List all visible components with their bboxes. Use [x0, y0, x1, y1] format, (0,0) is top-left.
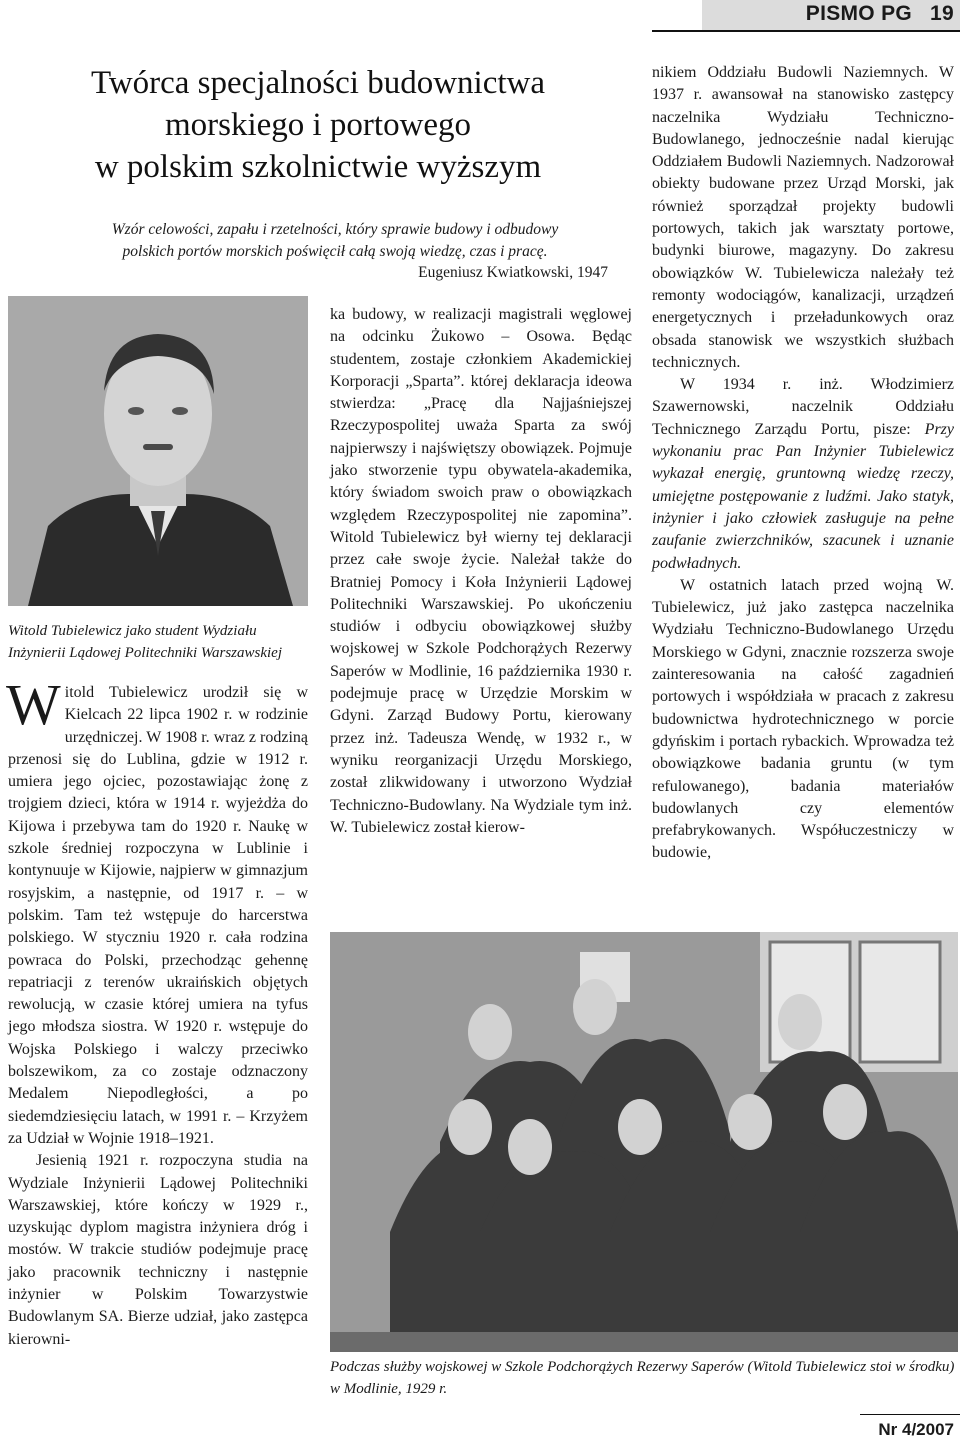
drop-cap: W [6, 672, 61, 737]
issue-number: Nr 4/2007 [878, 1420, 954, 1439]
portrait-photo [8, 296, 308, 606]
group-photo-caption: Podczas służby wojskowej w Szkole Podchorążych Rezerwy Saperów (Witold Tubielewicz stoi w środku) w Modlinie, 1929 r. [330, 1359, 955, 1397]
epigraph-line-2: polskich portów morskich poświęcił całą swoją wiedzę, czas i pracę. [122, 243, 548, 260]
footer-rule [860, 1414, 960, 1415]
paragraph: W ostatnich latach przed wojną W. Tubielewicz, już jako zastępca naczelnika Wydziału Techniczno-Budowlanego Urzędu Morskiego w Gdyni, znacznie rozszerza swoje zainteresowania na całość zagadnień portowych i współdziała w pracach z zakresu budownictwa hydrotechnicznego w porcie gdyńskim i portach rybackich. Wprowadza też obowiązkowe badania gruntu (w tym refulowanego), badania materiałów budowlanych czy elementów prefabrykowanych. Współuczestniczy w budowie, [652, 576, 954, 862]
epigraph [60, 219, 610, 263]
paragraph: ka budowy, w realizacji magistrali węglowej na odcinku Żukowo – Osowa. Będąc studentem, zostaje członkiem Akademickiej Korporacji „Sparta”. której deklaracja ideowa stwierdza: „Pracę dla Najjaśniejszej Rzeczypospolitej uważa Sparta za swój najpierwszy i najświętszy obowiązek. Pojmuje jako stworzenie typu obywatela-akademika, który świadom swoich praw o obowiązkach względem Rzeczypospolitej nie zapomina”. Witold Tubielewicz był wierny tej deklaracji przez całe swoje życie. Należał także do Bratniej Pomocy i Koła Inżynierii Lądowej Politechniki Warszawskiej. Po ukończeniu studiów i odbyciu obowiązkowej służby wojskowej w Szkole Podchorążych Rezerwy Saperów w Modlinie, 16 października 1930 r. podejmuje pracę w Urzędzie Morskim w Gdyni. Zarząd Budowy Portu, kierowany przez inż. Tadeusza Wendę, w 1932 r., w wyniku reorganizacji Urzędu Morskiego, został zlikwidowany i utworzono Wydział Techniczno-Budowlany. Na Wydziale tym inż. W. Tubielewicz został kierow- [330, 306, 632, 836]
title-line-1: Twórca specjalności budownictwa [90, 65, 546, 101]
article-column-2 [330, 304, 632, 839]
running-header [806, 2, 954, 26]
epigraph-author: Eugeniusz Kwiatkowski, 1947 [418, 264, 608, 281]
title-line-2: morskiego i portowego [164, 107, 472, 143]
header-rule [652, 30, 960, 32]
page-number: 19 [930, 2, 954, 25]
article-column-1 [6, 672, 308, 1351]
paragraph [652, 374, 954, 575]
quote-text: Przy wykonaniu prac Pan Inżynier Tubielewicz wykazał energię, gruntowną wiedzę rzeczy, umiejętne postępowanie z ludźmi. Jako statyk, inżynier i jako człowiek zasługuje na pełne zaufanie zwierzchników, szacunek i uznanie podwładnych. [652, 420, 954, 572]
group-photo [330, 932, 958, 1352]
article-title [48, 62, 588, 188]
paragraph: Jesienią 1921 r. rozpoczyna studia na Wydziale Inżynierii Lądowej Politechniki Warszawskiej, które kończy w 1929 r., uzyskując dyplom magistra inżyniera dróg i mostów. W trakcie studiów podejmuje pracę jako pracownik techniczny i następnie inżynier w Polskim Towarzystwie Budowlanym SA. Bierze udział, jako zastępca kierowni- [8, 1152, 308, 1348]
paragraph-text: itold Tubielewicz urodził się w Kielcach 22 lipca 1902 r. w rodzinie urzędniczej. W 1908 r. wraz z rodziną przenosi się do Lublina, gdzie w 1912 r. umiera jego ojciec, pozostawiając żonę z trojgiem dzieci, która w 1914 r. wyjeżdża do Kijowa i przebywa tam do 1920 r. Naukę w szkole średniej rozpoczyna w Lublinie i kontynuuje w Kijowie, najpierw w gimnazjum rosyjskim, a następnie, od 1917 r. – w polskim. Tam też wstępuje do harcerstwa polskiego. W styczniu 1920 r. cała rodzina powraca do Polski, przechodząc gehennę repatriacji z terenów ukraińskich objętych rewolucją, w czasie której umiera na tyfus jego młodsza siostra. W 1920 r. wstępuje do Wojska Polskiego i walczy przeciwko bolszewikom, za co zostaje odznaczony Medalem Niepodległości, a po siedemdziesięciu latach, w 1991 r. – Krzyżem za Udział w Wojnie 1918–1921. [8, 684, 308, 1147]
magazine-name: PISMO PG [805, 2, 913, 25]
paragraph: nikiem Oddziału Budowli Naziemnych. W 1937 r. awansował na stanowisko zastępcy naczelnika Wydziału Techniczno-Budowlanego, jednocześnie nadal kierując Oddziałem Budowli Naziemnych. Nadzorował obiekty budowane przez Urząd Morski, jak również sporządzał projekty budowli portowych, takich jak warsztaty portowe, budynki biurowe, magazyny. Do zakresu obowiązków W. Tubielewicza należały też remonty wodociągów, kanalizacji, urządzeń energetycznych i przeładunkowych oraz obsada stanowisk we wszystkich służbach technicznych. [652, 64, 954, 371]
paragraph [6, 672, 308, 1150]
portrait-caption: Witold Tubielewicz jako student Wydziału Inżynierii Lądowej Politechniki Warszawskiej [8, 623, 283, 661]
paragraph-text: W 1934 r. inż. Włodzimierz Szawernowski, naczelnik Oddziału Technicznego Zarządu Portu, pisze: [652, 376, 954, 438]
article-column-3 [652, 62, 954, 865]
title-line-3: w polskim szkolnictwie wyższym [94, 149, 542, 185]
epigraph-line-1: Wzór celowości, zapału i rzetelności, który sprawie budowy i odbudowy [111, 221, 559, 238]
